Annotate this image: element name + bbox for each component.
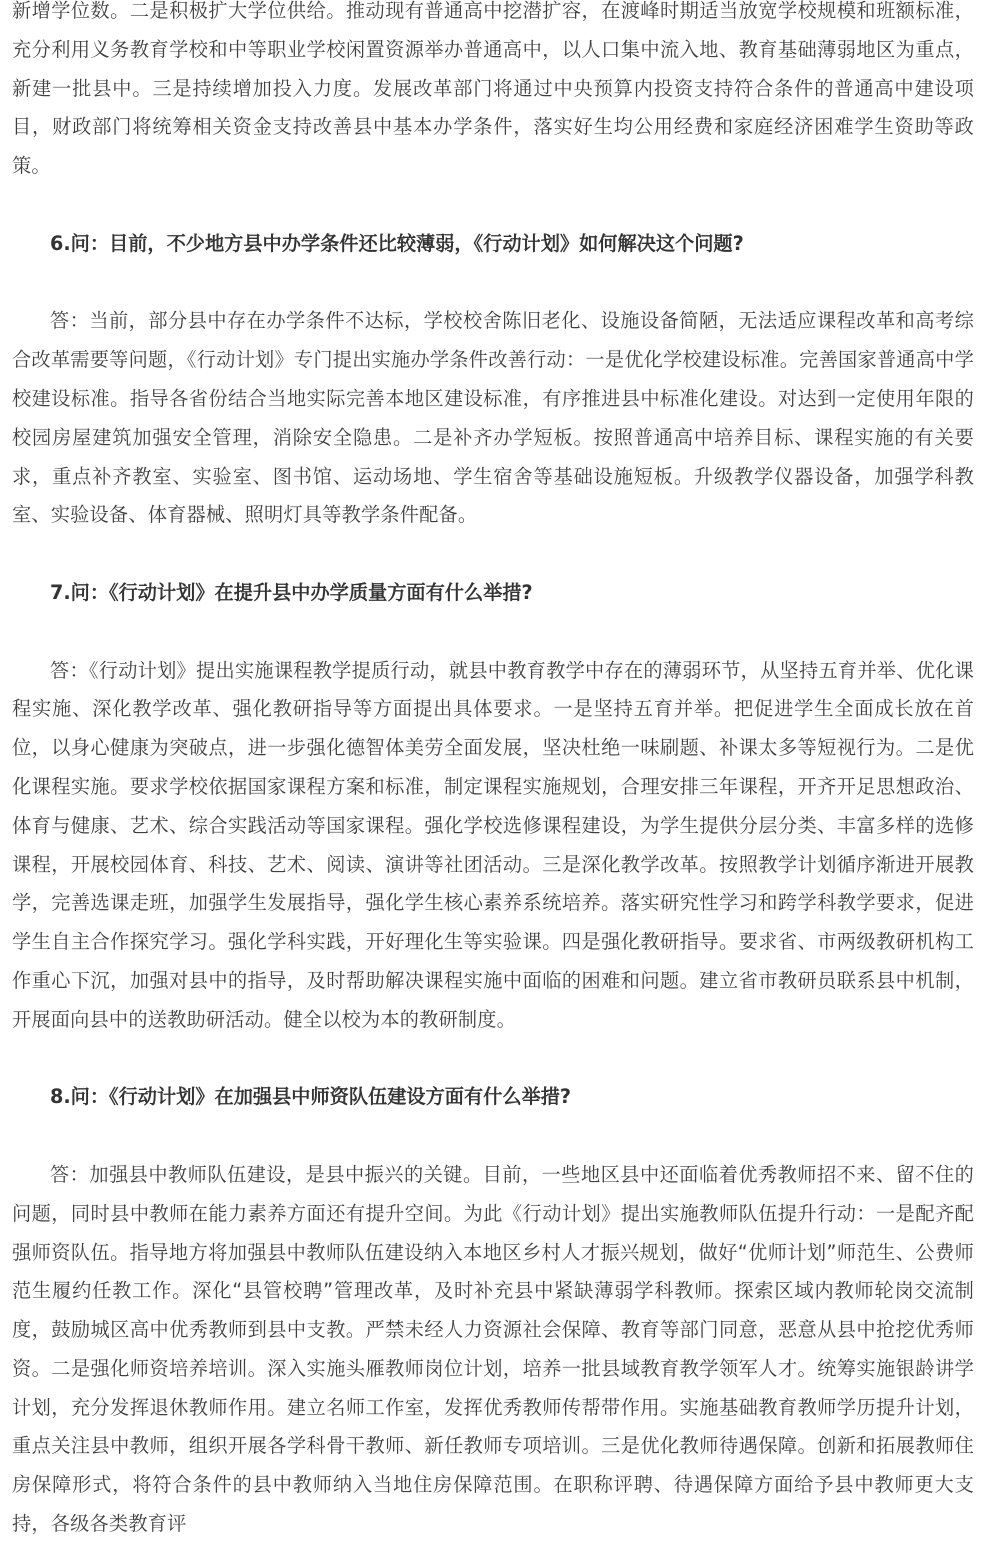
answer-6: 答：当前，部分县中存在办学条件不达标，学校校舍陈旧老化、设施设备简陋，无法适应课程改革和高考综合改革需要等问题，《行动计划》专门提出实施办学条件改善行动：一是优化学校建设标准。完善国家普通高中学校建设标准。指导各省份结合当地实际完善本地区建设标准，有序推进县中标准化建设。对达到一定使用年限的校园房屋建筑加强安全管理，消除安全隐患。二是补齐办学短板。按照普通高中培养目标、课程实施的有关要求，重点补齐教室、实验室、图书馆、运动场地、学生宿舍等基础设施短板。升级教学仪器设备，加强学科教室、实验设备、体育器械、照明灯具等教学条件配备。 [12,309,974,527]
answer-8: 答：加强县中教师队伍建设，是县中振兴的关键。目前，一些地区县中还面临着优秀教师招不来、留不住的问题，同时县中教师在能力素养方面还有提升空间。为此《行动计划》提出实施教师队伍提升行动：一是配齐配强师资队伍。指导地方将加强县中教师队伍建设纳入本地区乡村人才振兴规划，做好“优师计划”师范生、公费师范生履约任教工作。深化“县管校聘”管理改革，及时补充县中紧缺薄弱学科教师。探索区域内教师轮岗交流制度，鼓励城区高中优秀教师到县中支教。严禁未经人力资源社会保障、教育等部门同意，恶意从县中抢挖优秀师资。二是强化师资培养培训。深入实施头雁教师岗位计划，培养一批县域教育教学领军人才。统筹实施银龄讲学计划，充分发挥退休教师作用。建立名师工作室，发挥优秀教师传帮带作用。实施基础教育教师学历提升计划，重点关注县中教师，组织开展各学科骨干教师、新任教师专项培训。三是优化教师待遇保障。创新和拓展教师住房保障形式，将符合条件的县中教师纳入当地住房保障范围。在职称评聘、待遇保障方面给予县中教师更大支持，各级各类教育评 [12,1162,974,1536]
intro-paragraph: 新增学位数。二是积极扩大学位供给。推动现有普通高中挖潜扩容，在渡峰时期适当放宽学校规模和班额标准，充分利用义务教育学校和中等职业学校闲置资源举办普通高中，以人口集中流入地、教育基础薄弱地区为重点，新建一批县中。三是持续增加投入力度。发展改革部门将通过中央预算内投资支持符合条件的普通高中建设项目，财政部门将统筹相关资金支持改善县中基本办学条件，落实好生均公用经费和家庭经济困难学生资助等政策。 [12,0,974,178]
spacer [12,1117,974,1156]
question-7: 7.问：《行动计划》在提升县中办学质量方面有什么举措? [50,580,533,604]
answer-7: 答：《行动计划》提出实施课程教学提质行动，就县中教育教学中存在的薄弱环节，从坚持五育并举、优化课程实施、深化教学改革、强化教研指导等方面提出具体要求。一是坚持五育并举。把促进学生全面成长放在首位，以身心健康为突破点，进一步强化德智体美劳全面发展，坚决杜绝一味刷题、补课太多等短视行为。二是优化课程实施。要求学校依据国家课程方案和标准，制定课程实施规划，合理安排三年课程，开齐开足思想政治、体育与健康、艺术、综合实践活动等国家课程。强化学校选修课程建设，为学生提供分层分类、丰富多样的选修课程，开展校园体育、科技、艺术、阅读、演讲等社团活动。三是深化教学改革。按照教学计划循序渐进开展教学，完善选课走班，加强学生发展指导，强化学生核心素养系统培养。落实研究性学习和跨学科教学要求，促进学生自主合作探究学习。强化学科实践，开好理化生等实验课。四是强化教研指导。要求省、市两级教研机构工作重心下沉，加强对县中的指导，及时帮助解决课程实施中面临的困难和问题。建立省市教研员联系县中机制，开展面向县中的送教助研活动。健全以校为本的教研制度。 [12,658,974,1031]
spacer [12,535,974,574]
question-8: 8.问：《行动计划》在加强县中师资队伍建设方面有什么举措? [50,1085,572,1109]
spacer [12,613,974,652]
spacer [12,1040,974,1079]
question-6: 6.问：目前，不少地方县中办学条件还比较薄弱，《行动计划》如何解决这个问题? [50,231,744,255]
spacer [12,186,974,225]
spacer [12,264,974,303]
article-body [12,0,974,1544]
